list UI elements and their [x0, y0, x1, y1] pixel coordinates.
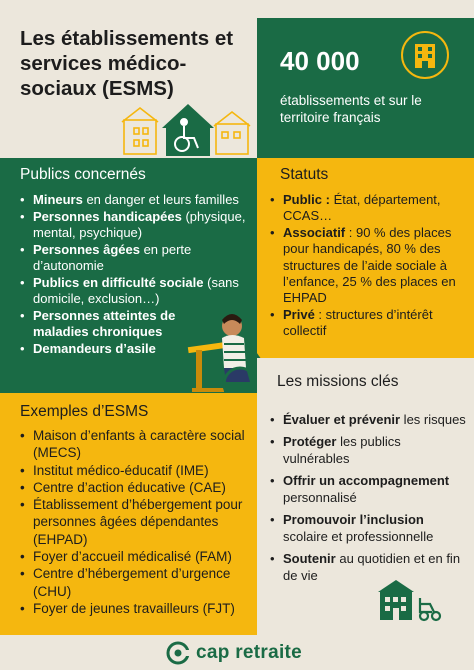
- list-item: • Soutenir au quotidien et en fin de vie: [270, 550, 470, 584]
- list-item: • Associatif : 90 % des places pour handicapés, 80 % des structures de l’aide sociale à l’enfance, 25 % des places en EHPAD: [270, 225, 470, 307]
- exemples-heading: Exemples d’ESMS: [20, 403, 149, 420]
- list-item: • Protéger les publics vulnérables: [270, 433, 470, 467]
- missions-list: [270, 411, 470, 589]
- statuts-list: [270, 192, 470, 340]
- list-item: • Établissement d’hébergement pour personnes âgées dépendantes (EHPAD): [20, 496, 252, 548]
- buildings-wheelchair-illustration: [118, 98, 258, 158]
- brand-logo: [166, 641, 302, 665]
- brand-name: cap retraite: [196, 642, 303, 663]
- cap-retraite-logo-icon: [166, 641, 190, 665]
- publics-heading: Publics concernés: [20, 166, 146, 183]
- nursing-home-icon: [374, 576, 444, 624]
- list-item: • Institut médico-éducatif (IME): [20, 462, 252, 479]
- stat-number: 40 000: [280, 46, 360, 76]
- list-item: • Publics en difficulté sociale (sans domicile, exclusion…): [20, 275, 252, 307]
- list-item: • Foyer d’accueil médicalisé (FAM): [20, 548, 252, 565]
- statuts-heading: Statuts: [280, 166, 329, 183]
- list-item: • Centre d’hébergement d’urgence (CHU): [20, 565, 252, 600]
- list-item: • Centre d’action éducative (CAE): [20, 479, 252, 496]
- list-item: • Maison d’enfants à caractère social (MECS): [20, 427, 252, 462]
- list-item: • Offrir un accompagnement personnalisé: [270, 472, 470, 506]
- list-item: • Personnes atteintes de maladies chroniques: [20, 308, 213, 340]
- list-item: • Promouvoir l’inclusion scolaire et professionnelle: [270, 511, 470, 545]
- building-icon: [400, 30, 450, 80]
- list-item: • Public : État, département, CCAS…: [270, 192, 470, 225]
- list-item: • Personnes handicapées (physique, mental, psychique): [20, 209, 252, 241]
- list-item: • Foyer de jeunes travailleurs (FJT): [20, 600, 252, 617]
- missions-heading: Les missions clés: [277, 373, 399, 390]
- page-title: Les établissements et services médico-sociaux (ESMS): [20, 27, 234, 100]
- list-item: • Évaluer et prévenir les risques: [270, 411, 470, 428]
- stat-text: établissements et sur le territoire français: [280, 93, 422, 125]
- list-item: • Personnes âgées en perte d’autonomie: [20, 242, 252, 274]
- exemples-list: [20, 427, 252, 617]
- list-item: • Demandeurs d’asile: [20, 341, 252, 357]
- list-item: • Privé : structures d’intérêt collectif: [270, 307, 470, 340]
- list-item: • Mineurs en danger et leurs familles: [20, 192, 252, 208]
